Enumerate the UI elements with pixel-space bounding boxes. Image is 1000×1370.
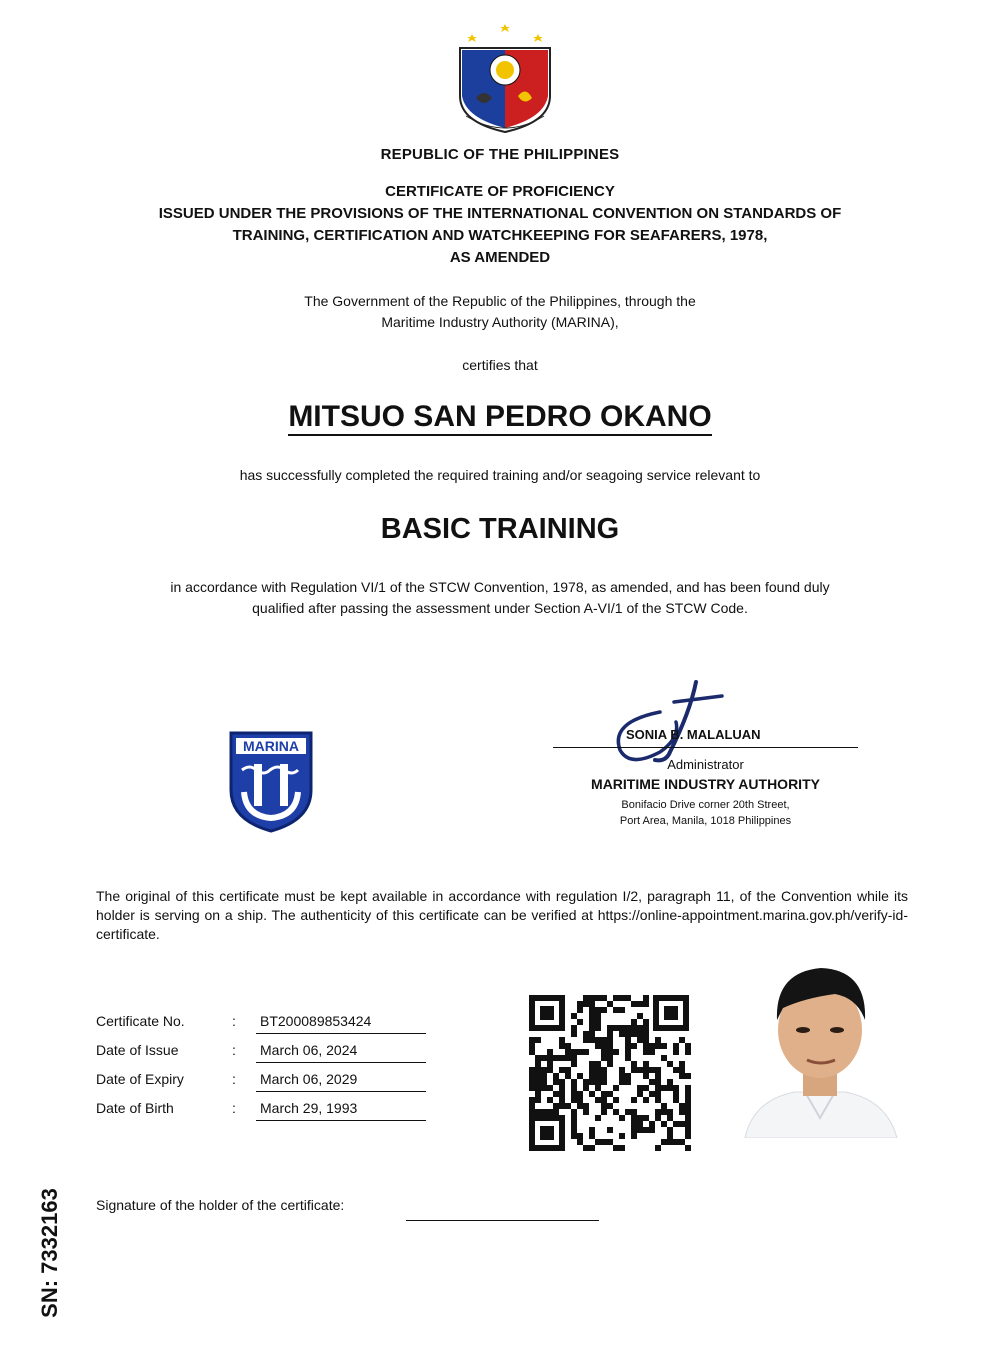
detail-value: BT200089853424 bbox=[256, 1013, 426, 1034]
detail-label: Certificate No. bbox=[96, 1013, 185, 1029]
detail-separator: : bbox=[232, 1042, 236, 1058]
address-line-1: Bonifacio Drive corner 20th Street, bbox=[621, 799, 790, 811]
detail-separator: : bbox=[232, 1100, 236, 1116]
marina-logo-icon bbox=[228, 730, 314, 834]
title-line-4: AS AMENDED bbox=[449, 249, 551, 266]
certificate-title bbox=[0, 181, 1000, 269]
course-title: BASIC TRAINING bbox=[380, 513, 620, 545]
qr-code-icon bbox=[527, 993, 691, 1153]
detail-value: March 06, 2029 bbox=[256, 1071, 426, 1092]
address-line-2: Port Area, Manila, 1018 Philippines bbox=[619, 815, 792, 827]
title-line-1: CERTIFICATE OF PROFICIENCY bbox=[385, 183, 615, 200]
republic-heading: REPUBLIC OF THE PHILIPPINES bbox=[380, 146, 620, 163]
title-line-2: ISSUED UNDER THE PROVISIONS OF THE INTERNATIONAL CONVENTION ON STANDARDS OF bbox=[158, 205, 842, 222]
signatory-organization: MARITIME INDUSTRY AUTHORITY bbox=[591, 776, 820, 792]
government-statement bbox=[0, 291, 1000, 333]
govt-line-2: Maritime Industry Authority (MARINA), bbox=[381, 314, 619, 330]
signatory-title: Administrator bbox=[667, 757, 744, 772]
completed-statement: has successfully completed the required training and/or seagoing service relevant to bbox=[239, 467, 761, 483]
title-line-3: TRAINING, CERTIFICATION AND WATCHKEEPING FOR SEAFARERS, 1978, bbox=[232, 227, 768, 244]
accordance-statement bbox=[0, 577, 1000, 619]
holder-name-text: MITSUO SAN PEDRO OKANO bbox=[288, 400, 711, 436]
svg-text:MARINA: MARINA bbox=[243, 738, 299, 754]
detail-label: Date of Issue bbox=[96, 1042, 179, 1058]
detail-value: March 29, 1993 bbox=[256, 1100, 426, 1121]
holder-name bbox=[0, 400, 1000, 434]
detail-label: Date of Expiry bbox=[96, 1071, 184, 1087]
accordance-line-1: in accordance with Regulation VI/1 of the STCW Convention, 1978, as amended, and has been found duly bbox=[170, 579, 830, 595]
detail-value: March 06, 2024 bbox=[256, 1042, 426, 1063]
detail-label: Date of Birth bbox=[96, 1100, 174, 1116]
detail-separator: : bbox=[232, 1013, 236, 1029]
accordance-line-2: qualified after passing the assessment under Section A-VI/1 of the STCW Code. bbox=[252, 600, 748, 616]
holder-photo bbox=[735, 958, 905, 1138]
holder-signature-line bbox=[406, 1220, 599, 1221]
detail-separator: : bbox=[232, 1071, 236, 1087]
govt-line-1: The Government of the Republic of the Philippines, through the bbox=[304, 293, 696, 309]
philippine-seal-icon bbox=[452, 18, 558, 136]
signatory-address bbox=[553, 797, 858, 829]
holder-signature-label: Signature of the holder of the certificate: bbox=[96, 1197, 345, 1213]
certifies-text: certifies that bbox=[462, 357, 538, 373]
serial-number: SN: 7332163 bbox=[37, 1188, 62, 1318]
authenticity-notice: The original of this certificate must be kept available in accordance with regulation I/2, paragraph 11, of the Convention while its holder is serving on a ship. The authenticity of this certificate can be verified at https://online-appointment.marina.gov.ph/verify-id-certificate. bbox=[96, 888, 908, 942]
signature-line bbox=[553, 747, 858, 748]
signatory-name: SONIA B. MALALUAN bbox=[626, 727, 761, 742]
